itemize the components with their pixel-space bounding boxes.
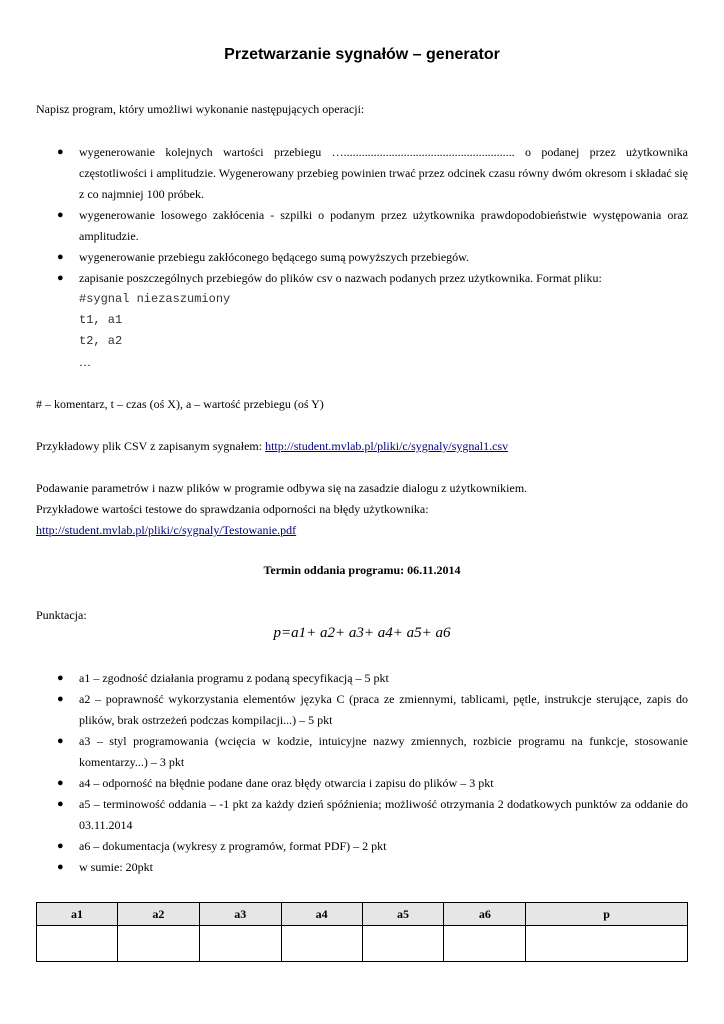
bullet-icon: ● (57, 861, 64, 873)
table-row (37, 926, 688, 962)
list-item: ● a6 – dokumentacja (wykresy z programów, format PDF) – 2 pkt (36, 836, 688, 857)
table-cell (281, 926, 362, 962)
bullet-icon: ● (57, 798, 64, 810)
page-title: Przetwarzanie sygnałów – generator (224, 46, 500, 63)
task-list (36, 142, 688, 373)
table-cell (362, 926, 444, 962)
bullet-icon: ● (57, 693, 64, 705)
list-item: ● a2 – poprawność wykorzystania elementów języka C (praca ze zmiennymi, tablicami, pętle, instrukcje sterujące, zapis do plików, brak ostrzeżeń podczas kompilacji...) – 5 pkt (36, 689, 688, 731)
table-header-cell: a6 (444, 903, 526, 926)
test-values-link[interactable]: http://student.mvlab.pl/pliki/c/sygnaly/Testowanie.pdf (36, 523, 297, 537)
file-format-line: t2, a2 (79, 334, 123, 348)
list-item: ● w sumie: 20pkt (36, 857, 688, 878)
bullet-icon: ● (57, 735, 64, 747)
table-header-cell: p (526, 903, 688, 926)
table-header-cell: a3 (199, 903, 281, 926)
table-header-cell: a5 (362, 903, 444, 926)
table-cell (37, 926, 118, 962)
table-cell (444, 926, 526, 962)
bullet-icon: ● (57, 272, 64, 284)
table-header-cell: a1 (37, 903, 118, 926)
bullet-icon: ● (57, 840, 64, 852)
test-values-line (36, 520, 688, 541)
list-item: ● a3 – styl programowania (wcięcia w kodzie, intuicyjne nazwy zmiennych, rozbicie programu na funkcje, stosowanie komentarzy...) – 3 pkt (36, 731, 688, 773)
file-format-line: … (79, 355, 91, 369)
intro-text: Napisz program, który umożliwi wykonanie następujących operacji: (36, 102, 365, 116)
bullet-icon: ● (57, 251, 64, 263)
table-cell (117, 926, 199, 962)
dialog-note: Podawanie parametrów i nazw plików w programie odbywa się na zasadzie dialogu z użytkownikiem. (36, 481, 528, 495)
list-item: ● a5 – terminowość oddania – -1 pkt za każdy dzień spóźnienia; możliwość otrzymania 2 dodatkowych punktów za oddanie do 03.11.2014 (36, 794, 688, 836)
test-values-text: Przykładowe wartości testowe do sprawdzania odporności na błędy użytkownika: (36, 502, 429, 516)
file-format-line: t1, a1 (79, 313, 123, 327)
table-header-cell: a4 (281, 903, 362, 926)
table-header-cell: a2 (117, 903, 199, 926)
table-header-row (37, 903, 688, 926)
scoring-formula: p=a1+ a2+ a3+ a4+ a5+ a6 (273, 625, 451, 641)
list-item: ● wygenerowanie przebiegu zakłóconego będącego sumą powyższych przebiegów. (36, 247, 688, 268)
list-item: ● wygenerowanie losowego zakłócenia - szpilki o podanym przez użytkownika prawdopodobieństwie występowania oraz amplitudzie. (36, 205, 688, 247)
scoring-list (36, 668, 688, 878)
legend-text: # – komentarz, t – czas (oś X), a – wartość przebiegu (oś Y) (36, 397, 324, 411)
sample-csv-link[interactable]: http://student.mvlab.pl/pliki/c/sygnaly/sygnal1.csv (265, 439, 509, 453)
list-item: ● a1 – zgodność działania programu z podaną specyfikacją – 5 pkt (36, 668, 688, 689)
scoring-label: Punktacja: (36, 608, 87, 622)
table-cell (199, 926, 281, 962)
table-cell (526, 926, 688, 962)
bullet-icon: ● (57, 146, 64, 158)
sample-csv-line: Przykładowy plik CSV z zapisanym sygnałem: http://student.mvlab.pl/pliki/c/sygnaly/sygnal1.csv (36, 439, 509, 453)
bullet-icon: ● (57, 672, 64, 684)
score-table (36, 902, 688, 962)
deadline: Termin oddania programu: 06.11.2014 (263, 563, 461, 577)
list-item: ● a4 – odporność na błędnie podane dane oraz błędy otwarcia i zapisu do plików – 3 pkt (36, 773, 688, 794)
list-item: ● zapisanie poszczególnych przebiegów do plików csv o nazwach podanych przez użytkownika. Format pliku: #sygnal niezaszumiony t1, a1 t2, a2 … (36, 268, 688, 373)
bullet-icon: ● (57, 777, 64, 789)
file-format-line: #sygnal niezaszumiony (79, 292, 231, 306)
bullet-icon: ● (57, 209, 64, 221)
list-item: ● wygenerowanie kolejnych wartości przebiegu …......................................................... o podanej przez użytkownika częstotliwości i amplitudzie. Wygenerowany przebieg powinien trwać przez odcinek czasu równy dwóm okresom i składać się z co najmniej 100 próbek. (36, 142, 688, 205)
